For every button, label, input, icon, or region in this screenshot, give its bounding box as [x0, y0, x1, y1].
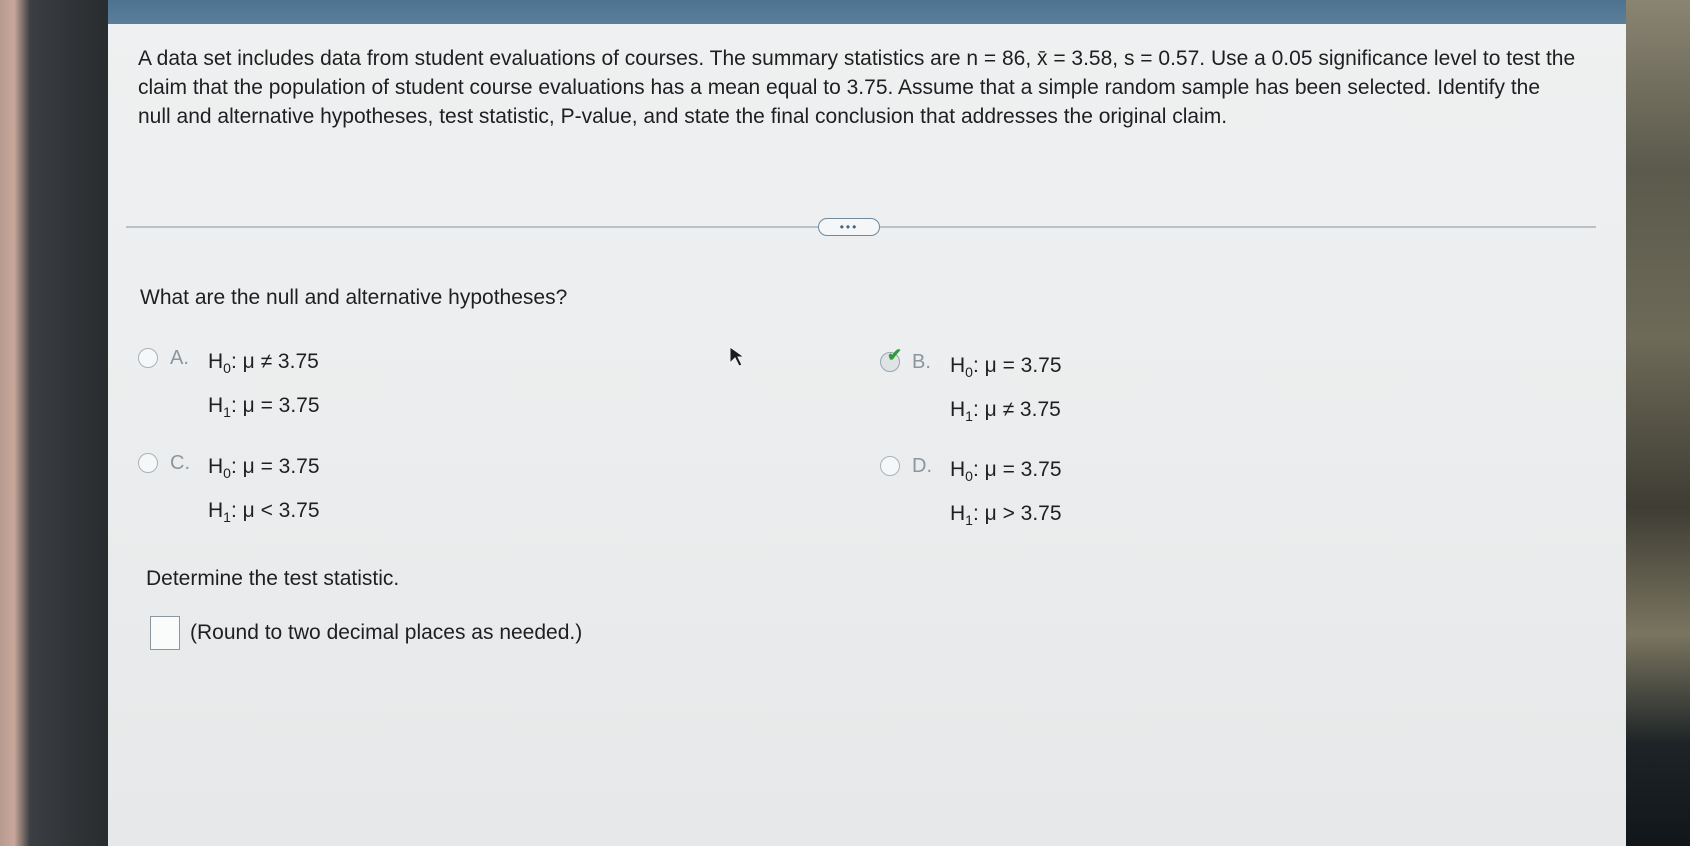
option-c-alt-hypothesis: $H_1$: μ < 3.75 [208, 499, 320, 526]
option-c[interactable] [138, 448, 320, 536]
question-screen [108, 0, 1626, 846]
option-b-letter: B. [912, 351, 931, 373]
option-a-null-hypothesis: $H_0$: μ ≠ 3.75 [208, 350, 319, 377]
option-d-radio[interactable] [880, 456, 900, 476]
option-b-radio[interactable] [880, 345, 903, 372]
option-c-radio[interactable] [138, 453, 158, 473]
question-text: A data set includes data from student evaluations of courses. The summary statistics are n = 86, x̄ = 3.58, s = 0.57. Use a 0.05 significance level to test the claim that the population of student course evaluations has a mean equal to 3.75. Assume that a simple random sample has been selected. Identify the null and alternative hypotheses, test statistic, P-value, and state the final conclusion that addresses the original claim. [138, 47, 1581, 128]
hypotheses-prompt: What are the null and alternative hypotheses? [140, 286, 568, 309]
option-d-null-hypothesis: $H_0$: μ = 3.75 [950, 458, 1062, 485]
test-statistic-answer-row [150, 616, 582, 650]
option-a-letter: A. [170, 347, 189, 369]
test-statistic-input[interactable] [150, 616, 180, 650]
option-d-alt-hypothesis: $H_1$: μ > 3.75 [950, 502, 1062, 529]
checkmark-icon: ✔ [887, 345, 903, 365]
option-a-alt-hypothesis: $H_1$: μ = 3.75 [208, 394, 320, 421]
option-a-radio[interactable] [138, 348, 158, 368]
option-b-alt-hypothesis: $H_1$: μ ≠ 3.75 [950, 398, 1061, 425]
option-a[interactable] [138, 343, 320, 431]
option-b-null-hypothesis: $H_0$: μ = 3.75 [950, 354, 1062, 381]
test-statistic-prompt: Determine the test statistic. [146, 567, 400, 590]
top-bar [108, 0, 1626, 24]
photo-bezel-left [0, 0, 120, 846]
photo-background-right [1626, 0, 1690, 846]
expand-button[interactable]: ••• [818, 218, 880, 236]
option-c-letter: C. [170, 452, 190, 474]
option-d-letter: D. [912, 455, 932, 477]
mouse-cursor-icon [728, 345, 748, 369]
option-c-null-hypothesis: $H_0$: μ = 3.75 [208, 455, 320, 482]
rounding-note: (Round to two decimal places as needed.) [190, 621, 583, 644]
option-d[interactable] [880, 451, 1062, 539]
option-b[interactable] [880, 347, 1062, 435]
